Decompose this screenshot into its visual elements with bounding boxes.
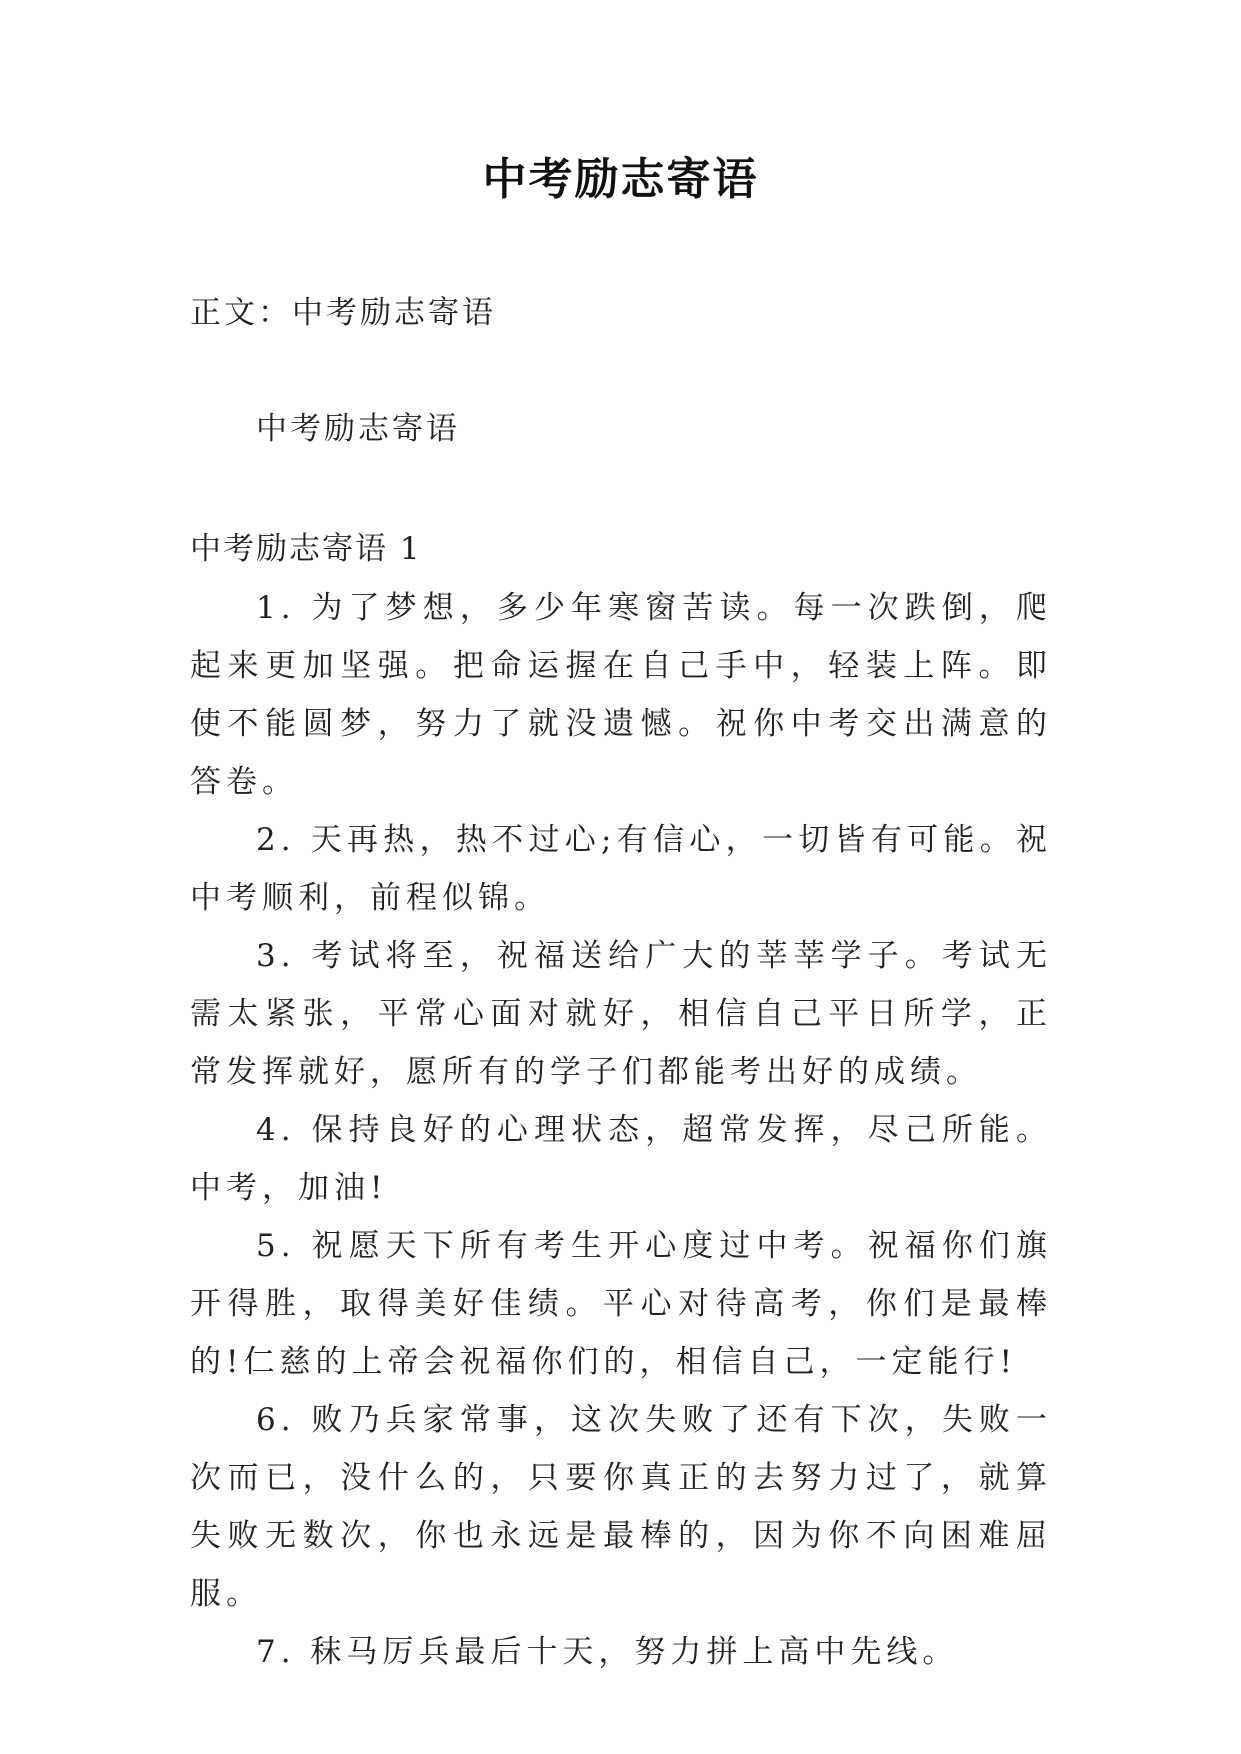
paragraph-5: 5. 祝愿天下所有考生开心度过中考。祝福你们旗开得胜，取得美好佳绩。平心对待高考，你们是最棒的!仁慈的上帝会祝福你们的，相信自己，一定能行! — [190, 1228, 1052, 1380]
paragraph-6: 6. 败乃兵家常事，这次失败了还有下次，失败一次而已，没什么的，只要你真正的去努力过了，就算失败无数次，你也永远是最棒的，因为你不向困难屈服。 — [190, 1402, 1052, 1612]
paragraph-1: 1. 为了梦想，多少年寒窗苦读。每一次跌倒，爬起来更加坚强。把命运握在自己手中，轻装上阵。即使不能圆梦，努力了就没遗憾。祝你中考交出满意的答卷。 — [190, 590, 1052, 800]
body-label-line: 正文：中考励志寄语 — [190, 295, 496, 331]
document-title: 中考励志寄语 — [482, 154, 759, 205]
paragraph-3: 3. 考试将至，祝福送给广大的莘莘学子。考试无需太紧张，平常心面对就好，相信自己平日所学，正常发挥就好，愿所有的学子们都能考出好的成绩。 — [190, 938, 1052, 1090]
body-text — [190, 579, 1052, 1681]
paragraph-7: 7. 秣马厉兵最后十天，努力拼上高中先线。 — [256, 1634, 959, 1670]
document-subtitle: 中考励志寄语 — [256, 411, 460, 447]
paragraph-4: 4. 保持良好的心理状态，超常发挥，尽己所能。中考，加油! — [190, 1112, 1052, 1206]
paragraph-2: 2. 天再热，热不过心;有信心，一切皆有可能。祝中考顺利，前程似锦。 — [190, 822, 1052, 916]
section-heading: 中考励志寄语 1 — [190, 531, 422, 567]
